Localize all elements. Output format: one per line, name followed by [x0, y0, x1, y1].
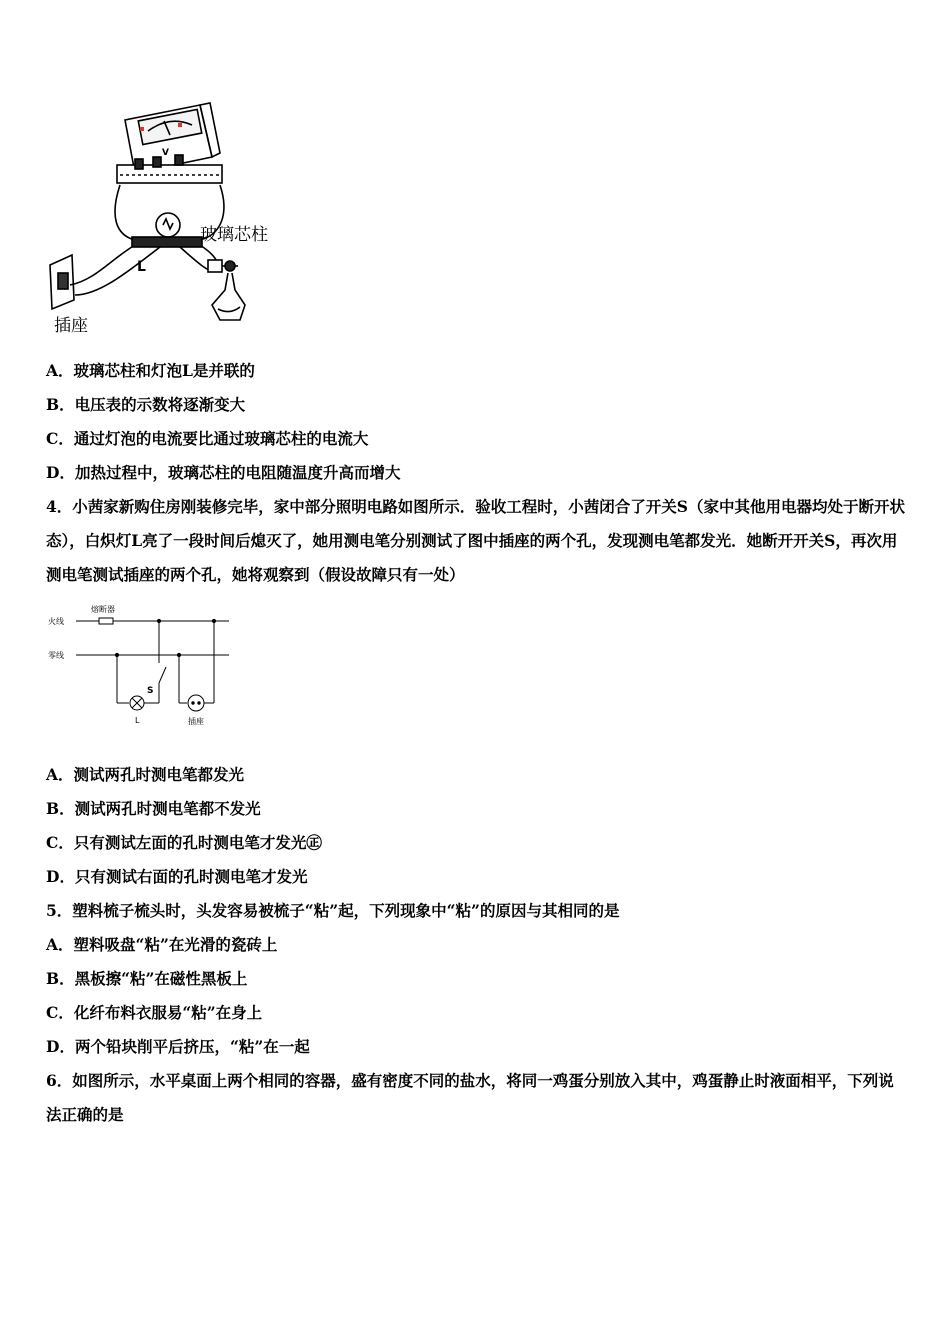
bulb-label: L [137, 259, 146, 275]
q4-option-d: D．只有测试右面的孔时测电笔才发光 [46, 867, 308, 886]
q4-option-b: B．测试两孔时测电笔都不发光 [46, 799, 261, 818]
meter-label: V [162, 148, 169, 158]
socket-symbol [188, 695, 204, 711]
wall-socket [50, 255, 74, 309]
glass-core-label: 玻璃芯柱 [200, 225, 268, 245]
socket-label-small: 插座 [188, 717, 204, 726]
q5-option-d: D．两个铅块削平后挤压，“粘”在一起 [46, 1037, 310, 1056]
q5-stem: 5．塑料梳子梳头时，头发容易被梳子“粘”起，下列现象中“粘”的原因与其相同的是 [46, 901, 620, 920]
lamp-symbol [130, 696, 144, 710]
fuse [99, 618, 113, 624]
neutral-label: 零线 [48, 651, 64, 660]
household-circuit-figure [44, 603, 244, 728]
q3-option-c: C．通过灯泡的电流要比通过玻璃芯柱的电流大 [46, 429, 369, 448]
socket-label: 插座 [54, 316, 88, 336]
q5-option-a: A．塑料吸盘“粘”在光滑的瓷砖上 [46, 935, 278, 954]
q3-option-b: B．电压表的示数将逐渐变大 [46, 395, 246, 414]
live-label: 火线 [48, 617, 64, 626]
switch-label: S [147, 686, 154, 696]
q5-option-c: C．化纤布料衣服易“粘”在身上 [46, 1003, 263, 1022]
q6-stem: 6．如图所示，水平桌面上两个相同的容器，盛有密度不同的盐水，将同一鸡蛋分别放入其中，鸡蛋静止时液面相平，下列说法正确的是 [46, 1071, 894, 1124]
q4-option-a: A．测试两孔时测电笔都发光 [46, 765, 245, 784]
bulb [132, 213, 202, 247]
q3-option-d: D．加热过程中，玻璃芯柱的电阻随温度升高而增大 [46, 463, 401, 482]
voltmeter [117, 103, 222, 183]
q5-option-b: B．黑板擦“粘”在磁性黑板上 [46, 969, 248, 988]
q4-option-c: C．只有测试左面的孔时测电笔才发光㊣ [46, 833, 322, 852]
voltmeter-circuit-figure [40, 95, 300, 345]
q3-option-a: A．玻璃芯柱和灯泡L是并联的 [46, 361, 255, 380]
q4-stem: 4．小茜家新购住房刚装修完毕，家中部分照明电路如图所示．验收工程时，小茜闭合了开关S（家中其他用电器均处于断开状态），白炽灯L亮了一段时间后熄灭了，她用测电笔分别测试了图中插座的两个孔，发现测电笔都发光．她断开开关S，再次用测电笔测试插座的两个孔，她将观察到（假设故障只有一处） [46, 497, 905, 584]
switch-symbol [159, 667, 166, 683]
glass-core [208, 260, 245, 320]
lamp-label: L [135, 716, 140, 725]
fuse-label: 熔断器 [91, 605, 115, 614]
